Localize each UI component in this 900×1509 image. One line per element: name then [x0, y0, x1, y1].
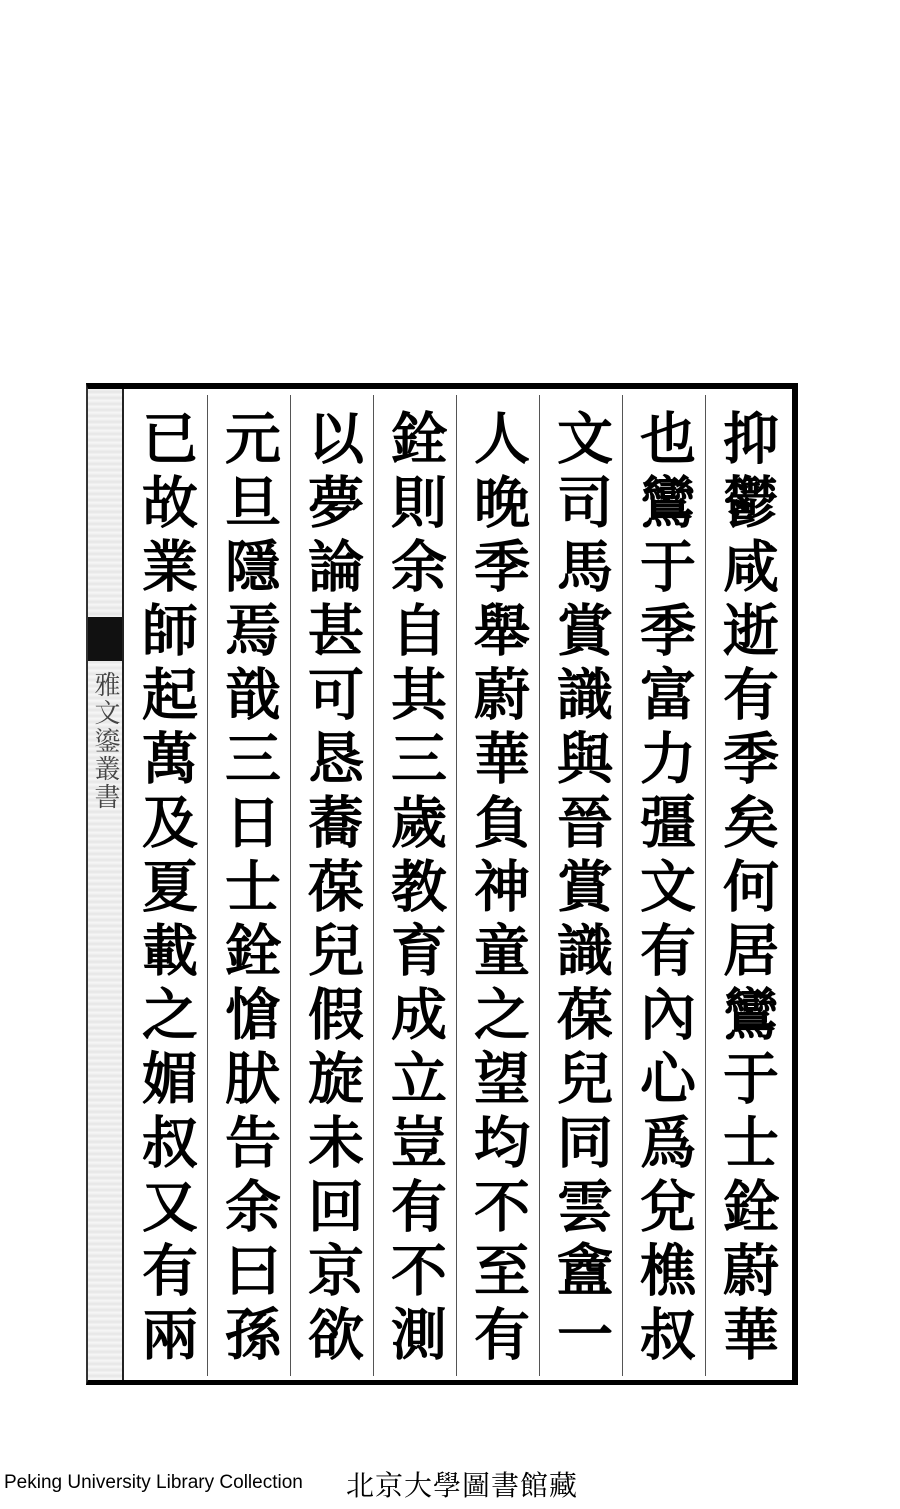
- text-column: 元旦隱焉戠三日士銓愴肰告余曰孫: [207, 395, 290, 1376]
- fishtail-mark: [88, 617, 122, 661]
- text-column: 人晚季舉蔚華負神童之望均不至有: [456, 395, 539, 1376]
- text-frame: [86, 383, 798, 1385]
- margin-title: 雅文鎏叢書: [90, 671, 120, 811]
- collection-credit-chinese: 北京大學圖書館藏: [346, 1469, 579, 1502]
- text-column: 也鸞于季富力彊文有內心爲兌樵叔: [622, 395, 705, 1376]
- text-column: 抑鬱咸逝有季矣何居鸞于士銓蔚華: [705, 395, 788, 1376]
- collection-footer: [0, 1462, 900, 1502]
- page-margin-strip: [88, 389, 124, 1380]
- collection-credit-english: Peking University Library Collection: [4, 1472, 303, 1493]
- text-column: 以夢論甚可恳蕎葆兒假旋未回京欲: [290, 395, 373, 1376]
- text-column: 已故業師起萬及夏載之媚叔又有兩: [133, 409, 199, 1369]
- text-columns: [124, 395, 788, 1376]
- text-column: 銓則余自其三歲教育成立豈有不測: [373, 395, 456, 1376]
- text-column: 文司馬賞識與晉賞識葆兒同雲盦一: [539, 395, 622, 1376]
